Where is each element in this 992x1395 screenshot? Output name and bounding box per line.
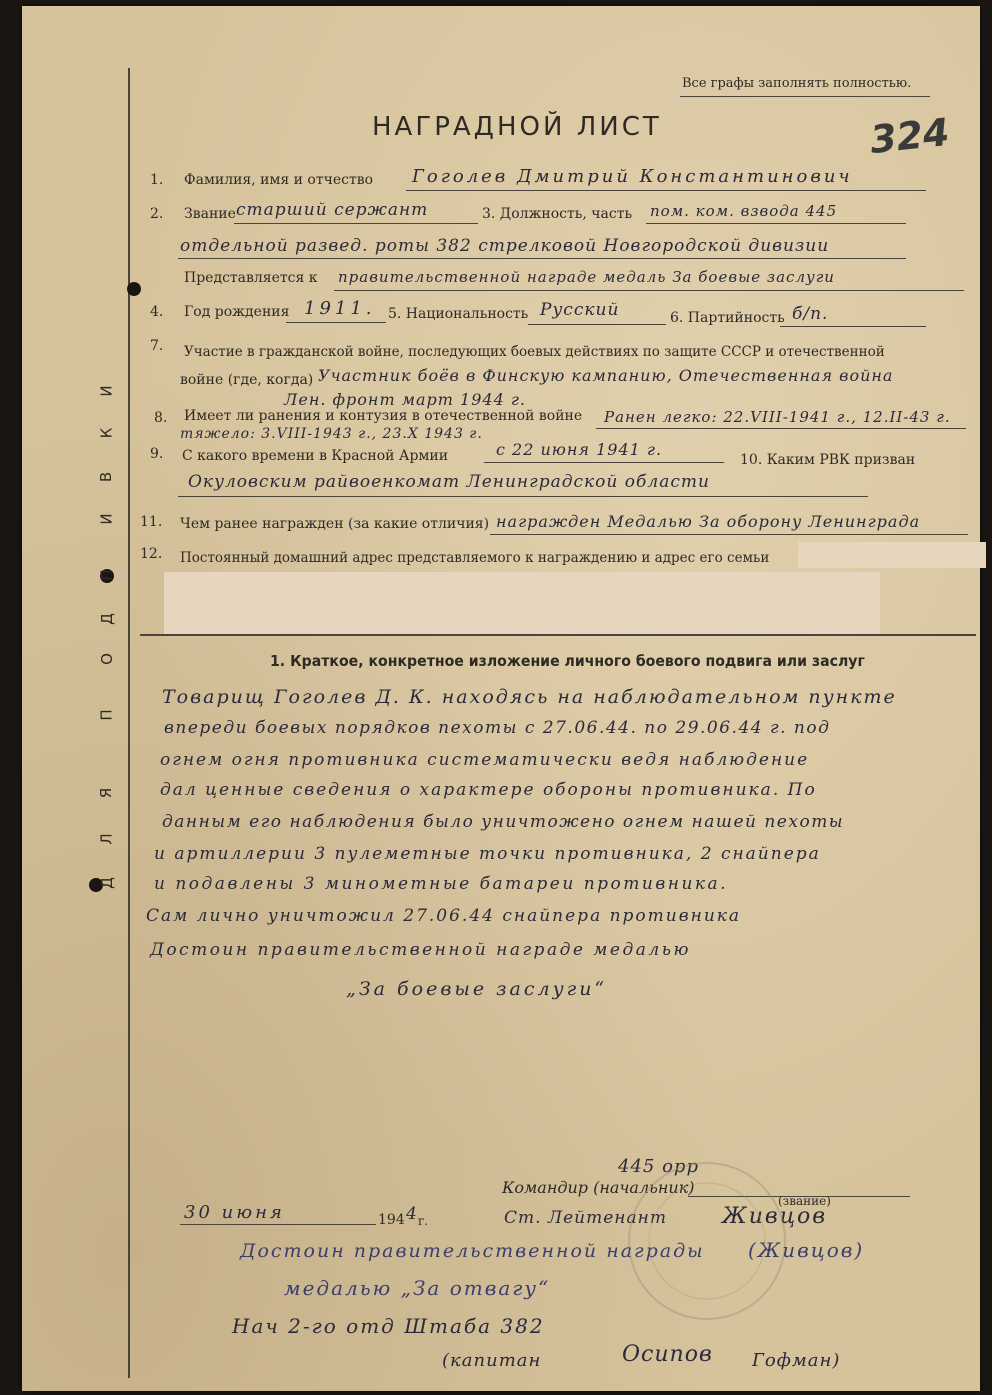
field-3-value-cont: отдельной развед. роты 382 стрелковой Новгородской дивизии bbox=[180, 236, 830, 256]
endorsement-name: (Живцов) bbox=[748, 1238, 865, 1262]
archive-number: 324 bbox=[867, 109, 952, 163]
rank-label: (звание) bbox=[778, 1194, 831, 1208]
endorsement-line-3: Нач 2-го отд Штаба 382 bbox=[232, 1314, 545, 1338]
field-5-line bbox=[528, 324, 666, 325]
field-7-value: Участник боёв в Финскую кампанию, Отечественная война bbox=[318, 366, 894, 385]
date-year-digit: 4 bbox=[406, 1204, 418, 1224]
field-9-value: с 22 июня 1941 г. bbox=[496, 440, 663, 459]
field-3-label: 3. Должность, часть bbox=[482, 206, 633, 222]
side-letter: Л bbox=[97, 833, 116, 845]
side-letter: О bbox=[97, 653, 116, 665]
field-7-number: 7. bbox=[150, 338, 164, 354]
field-11-label: Чем ранее награжден (за какие отличия) bbox=[180, 516, 490, 532]
field-3-line bbox=[646, 223, 906, 224]
side-letter: И bbox=[97, 513, 116, 525]
unit-number: 445 орр bbox=[618, 1156, 699, 1177]
field-8-number: 8. bbox=[154, 410, 168, 426]
narrative-line: дал ценные сведения о характере обороны противника. По bbox=[160, 780, 817, 800]
field-11-number: 11. bbox=[140, 514, 163, 530]
field-6-value: б/п. bbox=[792, 304, 829, 324]
side-letter: Д bbox=[97, 613, 116, 625]
fill-instruction: Все графы заполнять полностью. bbox=[682, 76, 912, 91]
field-6-label: 6. Партийность bbox=[670, 310, 785, 326]
field-8-line bbox=[596, 428, 966, 429]
date-day-month: 30 июня bbox=[184, 1202, 285, 1223]
field-4-number: 4. bbox=[150, 304, 164, 320]
field-11-value: награжден Медалью За оборону Ленинграда bbox=[496, 512, 921, 531]
date-line bbox=[180, 1224, 376, 1225]
field-2-label: Звание bbox=[184, 206, 236, 222]
endorsement-signature: Осипов bbox=[622, 1342, 713, 1367]
field-9-label: С какого времени в Красной Армии bbox=[182, 448, 449, 464]
field-7-value-2: Лен. фронт март 1944 г. bbox=[284, 390, 527, 409]
field-8-label: Имеет ли ранения и контузия в отечественной войне bbox=[184, 408, 583, 424]
side-letter: П bbox=[97, 709, 116, 721]
commander-signature: Живцов bbox=[722, 1204, 828, 1229]
field-2-line bbox=[234, 223, 478, 224]
redacted-address bbox=[798, 542, 986, 568]
field-11-line bbox=[490, 534, 968, 535]
field-6-line bbox=[780, 326, 926, 327]
side-letter: В bbox=[97, 471, 116, 483]
side-letter: К bbox=[97, 427, 116, 439]
side-letter: И bbox=[97, 385, 116, 397]
narrative-line: огнем огня противника систематически ведя наблюдение bbox=[160, 750, 810, 770]
field-12-number: 12. bbox=[140, 546, 163, 562]
commander-label: Командир (начальник) bbox=[502, 1178, 695, 1197]
page-title: НАГРАДНОЙ ЛИСТ bbox=[372, 112, 662, 142]
narrative-line: и подавлены 3 минометные батареи противника. bbox=[154, 874, 729, 894]
field-3-line-2 bbox=[178, 258, 906, 259]
field-5-label: 5. Национальность bbox=[388, 306, 529, 322]
narrative-line: „За боевые заслуги“ bbox=[346, 978, 608, 1000]
field-8-value-2: тяжело: 3.VIII-1943 г., 23.X 1943 г. bbox=[180, 426, 483, 442]
endorsement-line-1: Достоин правительственной награды bbox=[240, 1240, 705, 1262]
field-10-label: 10. Каким РВК призван bbox=[740, 452, 916, 468]
punch-hole bbox=[127, 282, 141, 296]
field-7-label: Участие в гражданской войне, последующих боевых действиях по защите СССР и отечественной bbox=[184, 344, 885, 360]
narrative-line: впереди боевых порядков пехоты с 27.06.44. по 29.06.44 г. под bbox=[164, 718, 831, 738]
field-1-value: Гоголев Дмитрий Константинович bbox=[412, 166, 853, 187]
presented-label: Представляется к bbox=[184, 270, 318, 286]
section-divider bbox=[140, 634, 976, 636]
side-letter: Я bbox=[97, 787, 116, 799]
field-7-label-2: войне (где, когда) bbox=[180, 372, 314, 388]
narrative-line: Достоин правительственной награде медалью bbox=[150, 940, 691, 960]
section-heading: 1. Краткое, конкретное изложение личного боевого подвига или заслуг bbox=[270, 652, 865, 670]
narrative-line: Товарищ Гоголев Д. К. находясь на наблюдательном пункте bbox=[162, 686, 897, 708]
side-letter: П bbox=[97, 569, 116, 581]
margin-line bbox=[128, 68, 130, 1378]
field-1-number: 1. bbox=[150, 172, 164, 188]
narrative-line: данным его наблюдения было уничтожено огнем нашей пехоты bbox=[162, 812, 845, 832]
note-underline bbox=[680, 96, 930, 97]
field-4-line bbox=[286, 322, 386, 323]
date-year-suffix: г. bbox=[418, 1214, 429, 1228]
narrative-line: Сам лично уничтожил 27.06.44 снайпера противника bbox=[146, 906, 742, 926]
field-8-value: Ранен легко: 22.VIII-1941 г., 12.II-43 г. bbox=[604, 408, 951, 426]
date-year-printed: 194 bbox=[378, 1212, 405, 1228]
field-9-number: 9. bbox=[150, 446, 164, 462]
field-10-line bbox=[178, 496, 868, 497]
side-letter: Д bbox=[97, 877, 116, 889]
field-12-label: Постоянный домашний адрес представляемого к награждению и адрес его семьи bbox=[180, 550, 770, 566]
endorsement-name-2: Гофман) bbox=[752, 1350, 841, 1371]
field-1-label: Фамилия, имя и отчество bbox=[184, 172, 374, 188]
field-5-value: Русский bbox=[540, 300, 620, 320]
award-sheet bbox=[22, 6, 980, 1391]
rank-value: Ст. Лейтенант bbox=[504, 1208, 667, 1228]
field-4-label: Год рождения bbox=[184, 304, 290, 320]
narrative-line: и артиллерии 3 пулеметные точки противника, 2 снайпера bbox=[154, 844, 821, 864]
field-1-line bbox=[406, 190, 926, 191]
field-2-value: старший сержант bbox=[236, 200, 429, 220]
field-9-line bbox=[484, 462, 724, 463]
field-2-number: 2. bbox=[150, 206, 164, 222]
field-3-value: пом. ком. взвода 445 bbox=[650, 202, 838, 220]
endorsement-line-2: медалью „За отвагу“ bbox=[284, 1276, 551, 1300]
field-10-value: Окуловским райвоенкомат Ленинградской области bbox=[188, 472, 710, 492]
field-4-value: 1911. bbox=[304, 298, 376, 319]
endorsement-line-4: (капитан bbox=[442, 1350, 542, 1371]
presented-value: правительственной награде медаль За боевые заслуги bbox=[338, 268, 835, 286]
redacted-address-2 bbox=[164, 572, 880, 634]
presented-line bbox=[334, 290, 964, 291]
